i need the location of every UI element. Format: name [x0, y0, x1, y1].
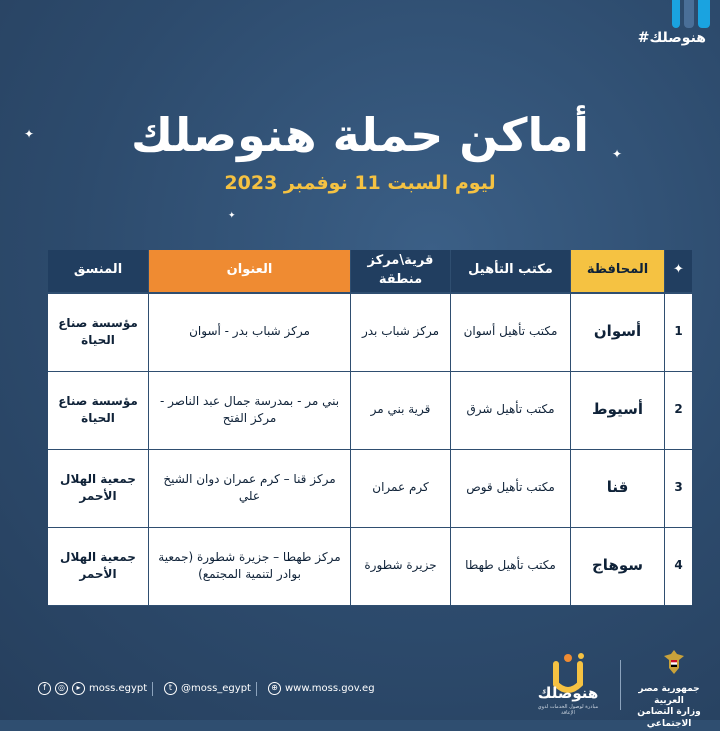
footer [0, 660, 720, 720]
twitter-icon[interactable]: t [164, 682, 177, 695]
page-title: أماكن حملة هنوصلك [131, 108, 589, 162]
table-row [48, 372, 692, 450]
village-cell: مركز شباب بدر [350, 294, 450, 372]
governorate-cell: أسيوط [570, 372, 664, 450]
page-subtitle: ليوم السبت 11 نوفمبر 2023 [224, 172, 496, 194]
coordinator-cell: جمعية الهلال الأحمر [48, 528, 148, 606]
hashtag: #هنوصلك [637, 30, 706, 46]
header-star-icon: ✦ [664, 250, 692, 294]
table-row [48, 294, 692, 372]
office-cell: مكتب تأهيل طهطا [450, 528, 570, 606]
social-handle[interactable]: moss.egypt [89, 683, 148, 694]
village-cell: قرية بني مر [350, 372, 450, 450]
address-cell: مركز شباب بدر - أسوان [148, 294, 350, 372]
header-address: العنوان [148, 250, 350, 294]
office-cell: مكتب تأهيل أسوان [450, 294, 570, 372]
coordinator-cell: جمعية الهلال الأحمر [48, 450, 148, 528]
brand-logo-text: هنوصلك [537, 684, 599, 702]
address-cell: مركز قنا – كرم عمران دوان الشيخ علي [148, 450, 350, 528]
governorate-cell: أسوان [570, 294, 664, 372]
header-office: مكتب التأهيل [450, 250, 570, 294]
governorate-cell: سوهاج [570, 528, 664, 606]
facebook-icon[interactable]: f [38, 682, 51, 695]
village-cell: كرم عمران [350, 450, 450, 528]
address-cell: بني مر - بمدرسة جمال عبد الناصر - مركز الفتح [148, 372, 350, 450]
divider [620, 660, 621, 710]
table-header-row [48, 250, 692, 294]
eagle-emblem-icon [662, 648, 686, 676]
brand-tagline: مبادرة لوصول الخدمات لذوي الإعاقة [537, 704, 599, 716]
globe-icon[interactable]: ⊕ [268, 682, 281, 695]
website-url[interactable]: www.moss.gov.eg [285, 683, 375, 694]
twitter-handle[interactable]: @moss_egypt [181, 683, 251, 694]
youtube-icon[interactable]: ▸ [72, 682, 85, 695]
sparkle-icon: ✦ [612, 147, 623, 161]
header-coordinator: المنسق [48, 250, 148, 294]
header-governorate: المحافظة [570, 250, 664, 294]
locations-table [48, 250, 692, 606]
office-cell: مكتب تأهيل قوص [450, 450, 570, 528]
instagram-icon[interactable]: ◎ [55, 682, 68, 695]
social-links[interactable] [38, 682, 147, 695]
row-number: 3 [664, 450, 692, 528]
website-link[interactable] [268, 682, 375, 695]
row-number: 1 [664, 294, 692, 372]
coordinator-cell: مؤسسة صناع الحياة [48, 372, 148, 450]
header-village: قرية\مركز منطقة [350, 250, 450, 294]
divider [152, 682, 153, 696]
corner-decoration [660, 0, 720, 28]
village-cell: جزيرة شطورة [350, 528, 450, 606]
row-number: 4 [664, 528, 692, 606]
ministry-title: وزارة التضامن الاجتماعي [637, 707, 701, 730]
coordinator-cell: مؤسسة صناع الحياة [48, 294, 148, 372]
governorate-cell: قنا [570, 450, 664, 528]
table-row [48, 450, 692, 528]
country-name: جمهورية مصر العربية [638, 684, 700, 706]
sparkle-icon: ✦ [228, 211, 236, 221]
twitter-link[interactable] [164, 682, 251, 695]
brand-logo-icon [538, 650, 598, 712]
divider [256, 682, 257, 696]
table-row [48, 528, 692, 606]
address-cell: مركز طهطا – جزيرة شطورة (جمعية بوادر لتنمية المجتمع) [148, 528, 350, 606]
sparkle-icon: ✦ [24, 127, 35, 141]
ministry-name [624, 684, 714, 731]
row-number: 2 [664, 372, 692, 450]
office-cell: مكتب تأهيل شرق [450, 372, 570, 450]
